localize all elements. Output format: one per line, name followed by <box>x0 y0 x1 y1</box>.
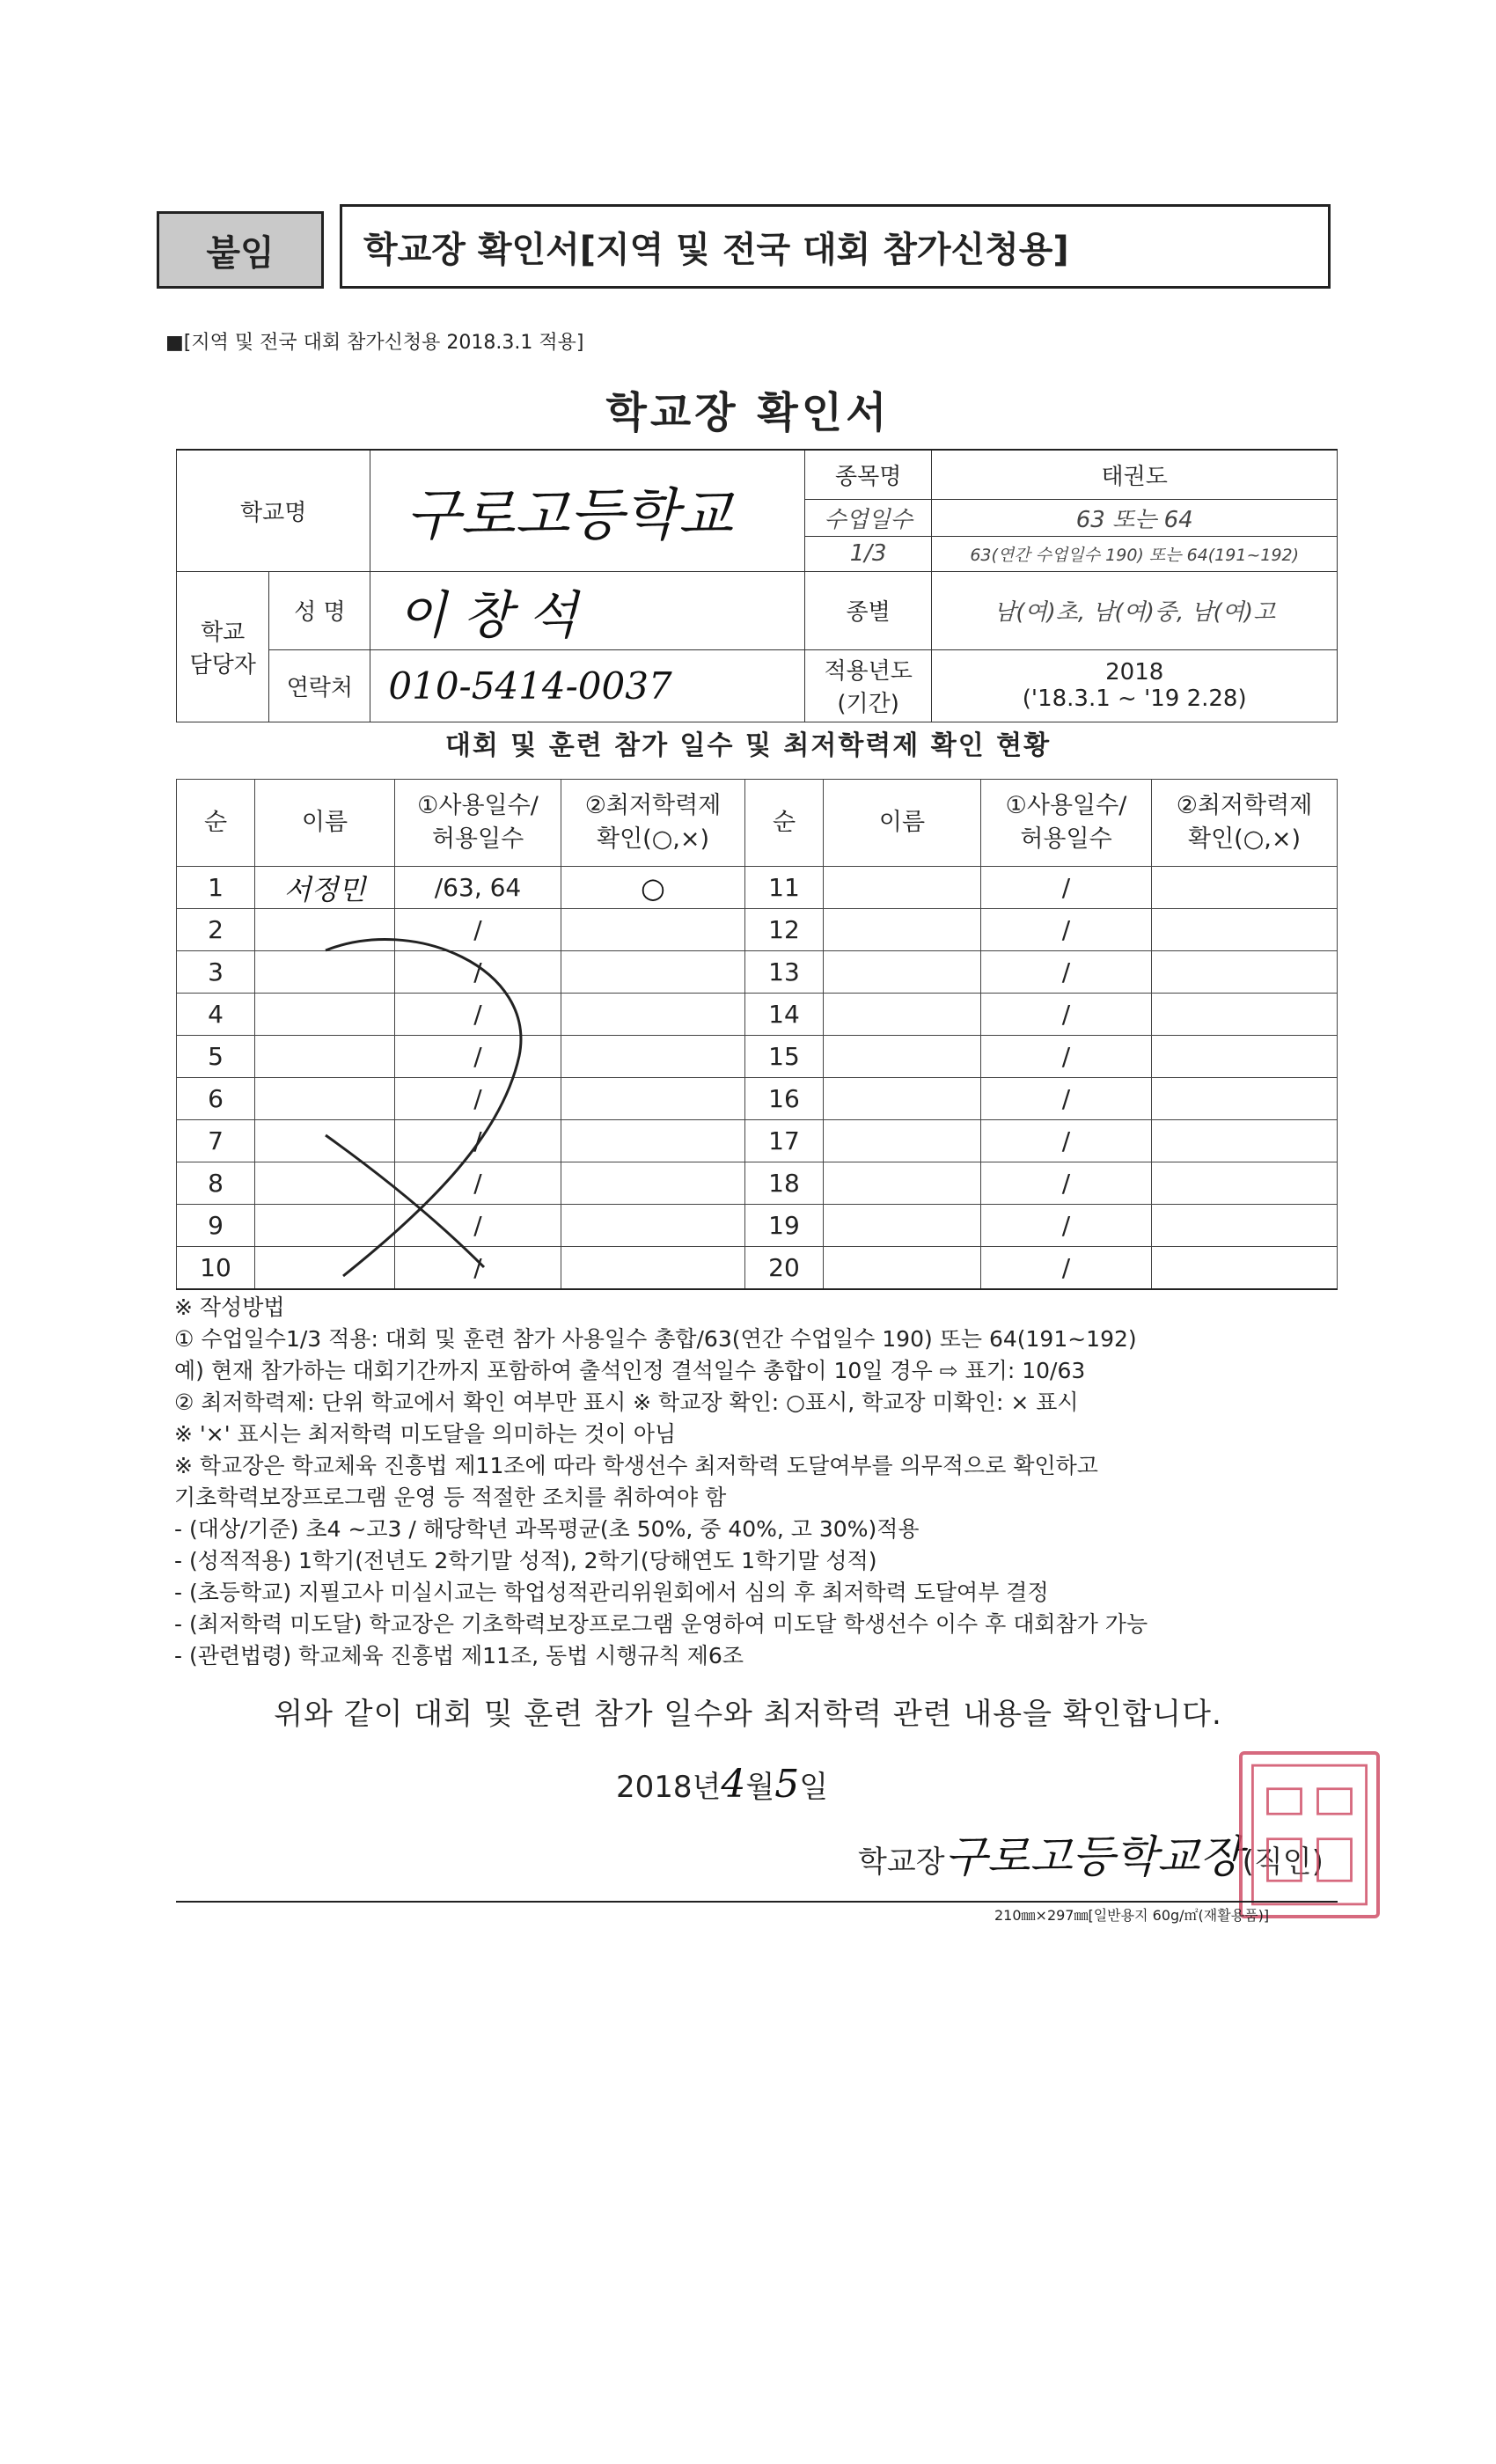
row-days-right: / <box>981 1078 1152 1120</box>
year-value <box>932 649 1338 722</box>
row-name-right <box>824 909 981 951</box>
note-line: - (최저학력 미도달) 학교장은 기초학력보장프로그램 운영하여 미도달 학생선수 이수 후 대회참가 가능 <box>174 1611 1148 1637</box>
notes-section <box>174 1292 1345 1672</box>
days-label-2: 1/3 <box>804 536 932 571</box>
row-min-left <box>561 1120 745 1162</box>
note-line: 기초학력보장프로그램 운영 등 적절한 조치를 취하여야 함 <box>174 1485 727 1510</box>
row-min-right <box>1152 909 1338 951</box>
row-name-right <box>824 951 981 994</box>
date-month-unit: 월 <box>745 1770 775 1805</box>
row-name-left: 서정민 <box>255 867 395 909</box>
col-no-left: 순 <box>177 780 255 867</box>
row-no-left: 8 <box>177 1162 255 1205</box>
col-min-line2: 확인(○,×) <box>597 825 709 853</box>
staff-name: 이 창 석 <box>370 571 805 649</box>
row-no-right: 14 <box>745 994 824 1036</box>
note-line: - (성적적용) 1학기(전년도 2학기말 성적), 2학기(당해연도 1학기말 성적) <box>174 1548 877 1573</box>
col-min-right <box>1152 780 1338 867</box>
staff-label-line2: 담당자 <box>189 651 256 678</box>
date-month: 4 <box>721 1762 746 1807</box>
col-min-left <box>561 780 745 867</box>
year-label-line1: 적용년도 <box>824 658 913 685</box>
days-value-1: 63 또는 64 <box>932 499 1338 536</box>
col-days-line1: ①사용일수/ <box>417 792 539 819</box>
row-no-left: 2 <box>177 909 255 951</box>
row-name-right <box>824 1205 981 1247</box>
row-days-right: / <box>981 1162 1152 1205</box>
row-days-left: / <box>395 909 561 951</box>
row-days-left: / <box>395 1036 561 1078</box>
row-min-right <box>1152 1078 1338 1120</box>
row-no-right: 12 <box>745 909 824 951</box>
section-title: 대회 및 훈련 참가 일수 및 최저학력제 확인 현황 <box>444 730 1052 761</box>
info-table <box>176 449 1338 722</box>
col-days-right <box>981 780 1152 867</box>
page-title: 학교장 확인서 <box>605 388 891 437</box>
note-line: ① 수업일수1/3 적용: 대회 및 훈련 참가 사용일수 총합/63(연간 수업일수 190) 또는 64(191~192) <box>174 1326 1137 1352</box>
row-min-left <box>561 951 745 994</box>
row-name-right <box>824 1078 981 1120</box>
note-line: - (초등학교) 지필고사 미실시교는 학업성적관리위원회에서 심의 후 최저학력 도달여부 결정 <box>174 1580 1049 1605</box>
event-label: 종목명 <box>804 450 932 499</box>
principal-name: 구로고등학교장 <box>944 1831 1243 1882</box>
footer-divider <box>176 1901 1338 1903</box>
note-line: - (관련법령) 학교체육 진흥법 제11조, 동법 시행규칙 제6조 <box>174 1643 744 1668</box>
col-name-right: 이름 <box>824 780 981 867</box>
row-days-left: / <box>395 1205 561 1247</box>
date-day-unit: 일 <box>799 1770 829 1805</box>
school-name: 구로고등학교 <box>370 450 805 571</box>
type-value: 남(여)초, 남(여)중, 남(여)고 <box>932 571 1338 649</box>
signing-date <box>616 1762 828 1807</box>
col-days-line1: ①사용일수/ <box>1005 792 1127 819</box>
col-name-left: 이름 <box>255 780 395 867</box>
row-days-left: /63, 64 <box>395 867 561 909</box>
note-line: 예) 현재 참가하는 대회기간까지 포함하여 출석인정 결석일수 총합이 10일 경우 ⇨ 표기: 10/63 <box>174 1358 1086 1383</box>
row-name-right <box>824 1120 981 1162</box>
staff-label <box>177 571 269 722</box>
row-days-left: / <box>395 1078 561 1120</box>
row-days-left: / <box>395 1120 561 1162</box>
row-days-left: / <box>395 1247 561 1290</box>
row-days-right: / <box>981 951 1152 994</box>
row-days-left: / <box>395 1162 561 1205</box>
row-days-left: / <box>395 994 561 1036</box>
row-no-left: 10 <box>177 1247 255 1290</box>
row-name-right <box>824 1162 981 1205</box>
row-min-left <box>561 1247 745 1290</box>
row-no-right: 13 <box>745 951 824 994</box>
name-label: 성 명 <box>269 571 370 649</box>
staff-label-line1: 학교 <box>201 619 246 646</box>
col-days-left <box>395 780 561 867</box>
row-days-right: / <box>981 867 1152 909</box>
row-no-left: 7 <box>177 1120 255 1162</box>
attachment-tag: 붙임 <box>157 211 324 289</box>
row-name-right <box>824 994 981 1036</box>
application-note: ■[지역 및 전국 대회 참가신청용 2018.3.1 적용] <box>165 332 584 354</box>
row-min-left <box>561 1162 745 1205</box>
row-min-left <box>561 909 745 951</box>
note-line: ② 최저학력제: 단위 학교에서 확인 여부만 표시 ※ 학교장 확인: ○표시, 학교장 미확인: × 표시 <box>174 1390 1079 1415</box>
row-days-right: / <box>981 1205 1152 1247</box>
document-header-title: 학교장 확인서[지역 및 전국 대회 참가신청용] <box>340 204 1331 289</box>
row-no-left: 3 <box>177 951 255 994</box>
row-min-left <box>561 1078 745 1120</box>
principal-label: 학교장 <box>858 1844 945 1880</box>
row-name-right <box>824 867 981 909</box>
row-min-right <box>1152 1036 1338 1078</box>
row-days-right: / <box>981 994 1152 1036</box>
row-no-left: 6 <box>177 1078 255 1120</box>
row-no-right: 19 <box>745 1205 824 1247</box>
date-year: 2018년 <box>616 1770 722 1805</box>
year-label-line2: (기간) <box>837 691 899 717</box>
row-no-right: 11 <box>745 867 824 909</box>
col-no-right: 순 <box>745 780 824 867</box>
row-no-left: 1 <box>177 867 255 909</box>
note-line: ※ 학교장은 학교체육 진흥법 제11조에 따라 학생선수 최저학력 도달여부를 의무적으로 확인하고 <box>174 1453 1098 1478</box>
col-min-line1: ②최저학력제 <box>1176 792 1313 819</box>
confirmation-text: 위와 같이 대회 및 훈련 참가 일수와 최저학력 관련 내용을 확인합니다. <box>274 1697 1222 1732</box>
row-min-right <box>1152 1247 1338 1290</box>
row-days-right: / <box>981 1120 1152 1162</box>
row-days-right: / <box>981 1247 1152 1290</box>
col-min-line2: 확인(○,×) <box>1188 825 1301 853</box>
col-days-line2: 허용일수 <box>1020 825 1112 853</box>
type-label: 종별 <box>804 571 932 649</box>
row-no-right: 16 <box>745 1078 824 1120</box>
contact-value: 010-5414-0037 <box>370 649 805 722</box>
row-min-right <box>1152 994 1338 1036</box>
seal-note: (직인) <box>1242 1844 1324 1880</box>
row-no-left: 5 <box>177 1036 255 1078</box>
note-line: - (대상/기준) 초4 ~고3 / 해당학년 과목평균(초 50%, 중 40%, 고 30%)적용 <box>174 1516 920 1542</box>
note-line: ※ '×' 표시는 최저학력 미도달을 의미하는 것이 아님 <box>174 1421 677 1447</box>
row-days-left: / <box>395 951 561 994</box>
row-no-right: 20 <box>745 1247 824 1290</box>
row-min-right <box>1152 867 1338 909</box>
row-min-right <box>1152 1162 1338 1205</box>
row-no-right: 15 <box>745 1036 824 1078</box>
year-label <box>804 649 932 722</box>
date-day: 5 <box>774 1762 800 1807</box>
row-days-right: / <box>981 909 1152 951</box>
row-min-left <box>561 994 745 1036</box>
row-min-right <box>1152 951 1338 994</box>
row-min-left <box>561 1036 745 1078</box>
row-no-left: 4 <box>177 994 255 1036</box>
note-line: ※ 작성방법 <box>174 1294 285 1320</box>
table-row <box>177 867 1338 909</box>
school-label: 학교명 <box>177 450 370 571</box>
days-value-2: 63(연간 수업일수 190) 또는 64(191~192) <box>932 536 1338 571</box>
paper-spec: 210㎜×297㎜[일반용지 60g/㎡(재활용품)] <box>994 1907 1270 1924</box>
event-value: 태권도 <box>932 450 1338 499</box>
row-min-left <box>561 1205 745 1247</box>
strike-scribble <box>290 915 581 1285</box>
row-days-right: / <box>981 1036 1152 1078</box>
row-min-right <box>1152 1120 1338 1162</box>
days-label-1: 수업일수 <box>804 499 932 536</box>
row-name-right <box>824 1247 981 1290</box>
year-value-line1: 2018 <box>1105 659 1164 686</box>
row-min-right <box>1152 1205 1338 1247</box>
row-no-left: 9 <box>177 1205 255 1247</box>
row-no-right: 17 <box>745 1120 824 1162</box>
official-seal <box>1239 1751 1380 1918</box>
row-min-left: ○ <box>561 867 745 909</box>
row-name-right <box>824 1036 981 1078</box>
contact-label: 연락처 <box>269 649 370 722</box>
col-min-line1: ②최저학력제 <box>584 792 722 819</box>
col-days-line2: 허용일수 <box>431 825 524 853</box>
row-no-right: 18 <box>745 1162 824 1205</box>
year-value-line2: ('18.3.1 ~ '19 2.28) <box>1022 686 1247 712</box>
